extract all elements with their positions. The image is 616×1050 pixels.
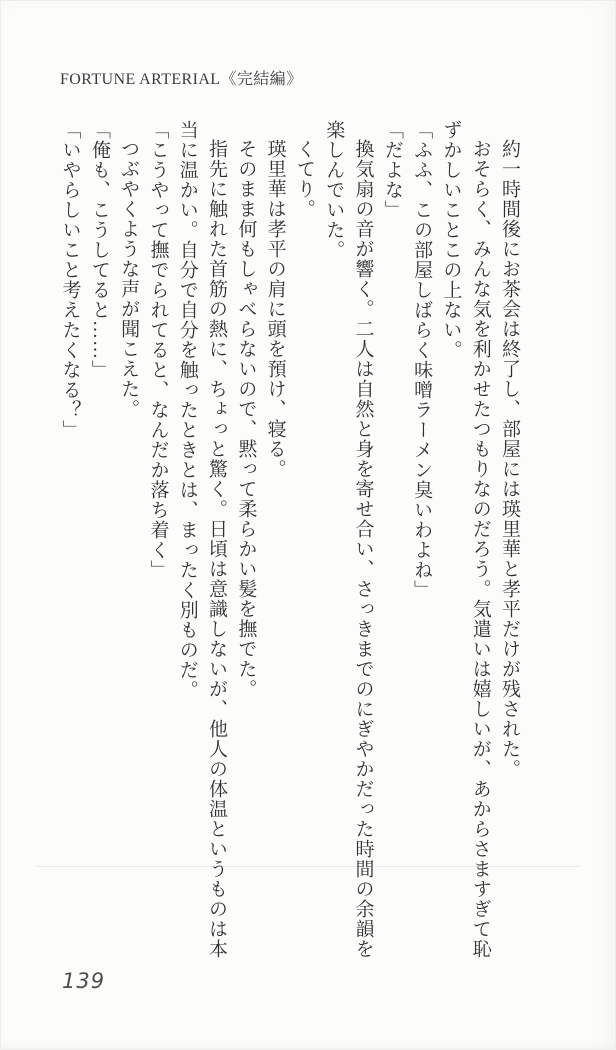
scan-artifact-line [36,866,580,867]
paragraph: 「ふふ、この部屋しばらく味噌ラーメン臭いわよね」 [411,120,433,600]
paragraph: 「いやらしいこと考えたくなる？」 [59,120,81,440]
paragraph: 約一時間後にお茶会は終了し、部屋には瑛里華と孝平だけが残された。 [499,139,520,779]
running-header-title: FORTUNE ARTERIAL《完結編》 [60,71,303,88]
paragraph: 換気扇の音が響く。二人は自然と身を寄せ合い、さっきまでのにぎやかだった時間の余韻を楽しんでいた。 [323,120,374,959]
paragraph: 「こうやって撫でられてると、なんだか落ち着く」 [147,120,169,580]
paragraph: 「だよな」 [381,120,403,220]
paragraph: そのまま何もしゃべらないので、黙って柔らかい髪を撫でた。 [235,139,257,699]
paragraph: おそらく、みんな気を利かせたつもりなのだろう。気遣いは嬉しいが、あからさますぎて恥ずかしいことこの上ない。 [440,120,491,959]
paragraph: つぶやくような声が聞こえた。 [118,139,140,419]
paragraph: 瑛里華は孝平の肩に頭を預け、寝る。 [264,139,286,479]
page-number: 139 [62,969,106,993]
paragraph: くてり。 [293,139,315,219]
paragraph: 「俺も、こうしてると……」 [88,120,110,380]
paragraph: 指先に触れた首筋の熱に、ちょっと驚く。日頃は意識しないが、他人の体温というものは本当に温かい。自分で自分を触ったときとは、まったく別ものだ。 [176,120,228,959]
novel-text-body [55,120,524,968]
